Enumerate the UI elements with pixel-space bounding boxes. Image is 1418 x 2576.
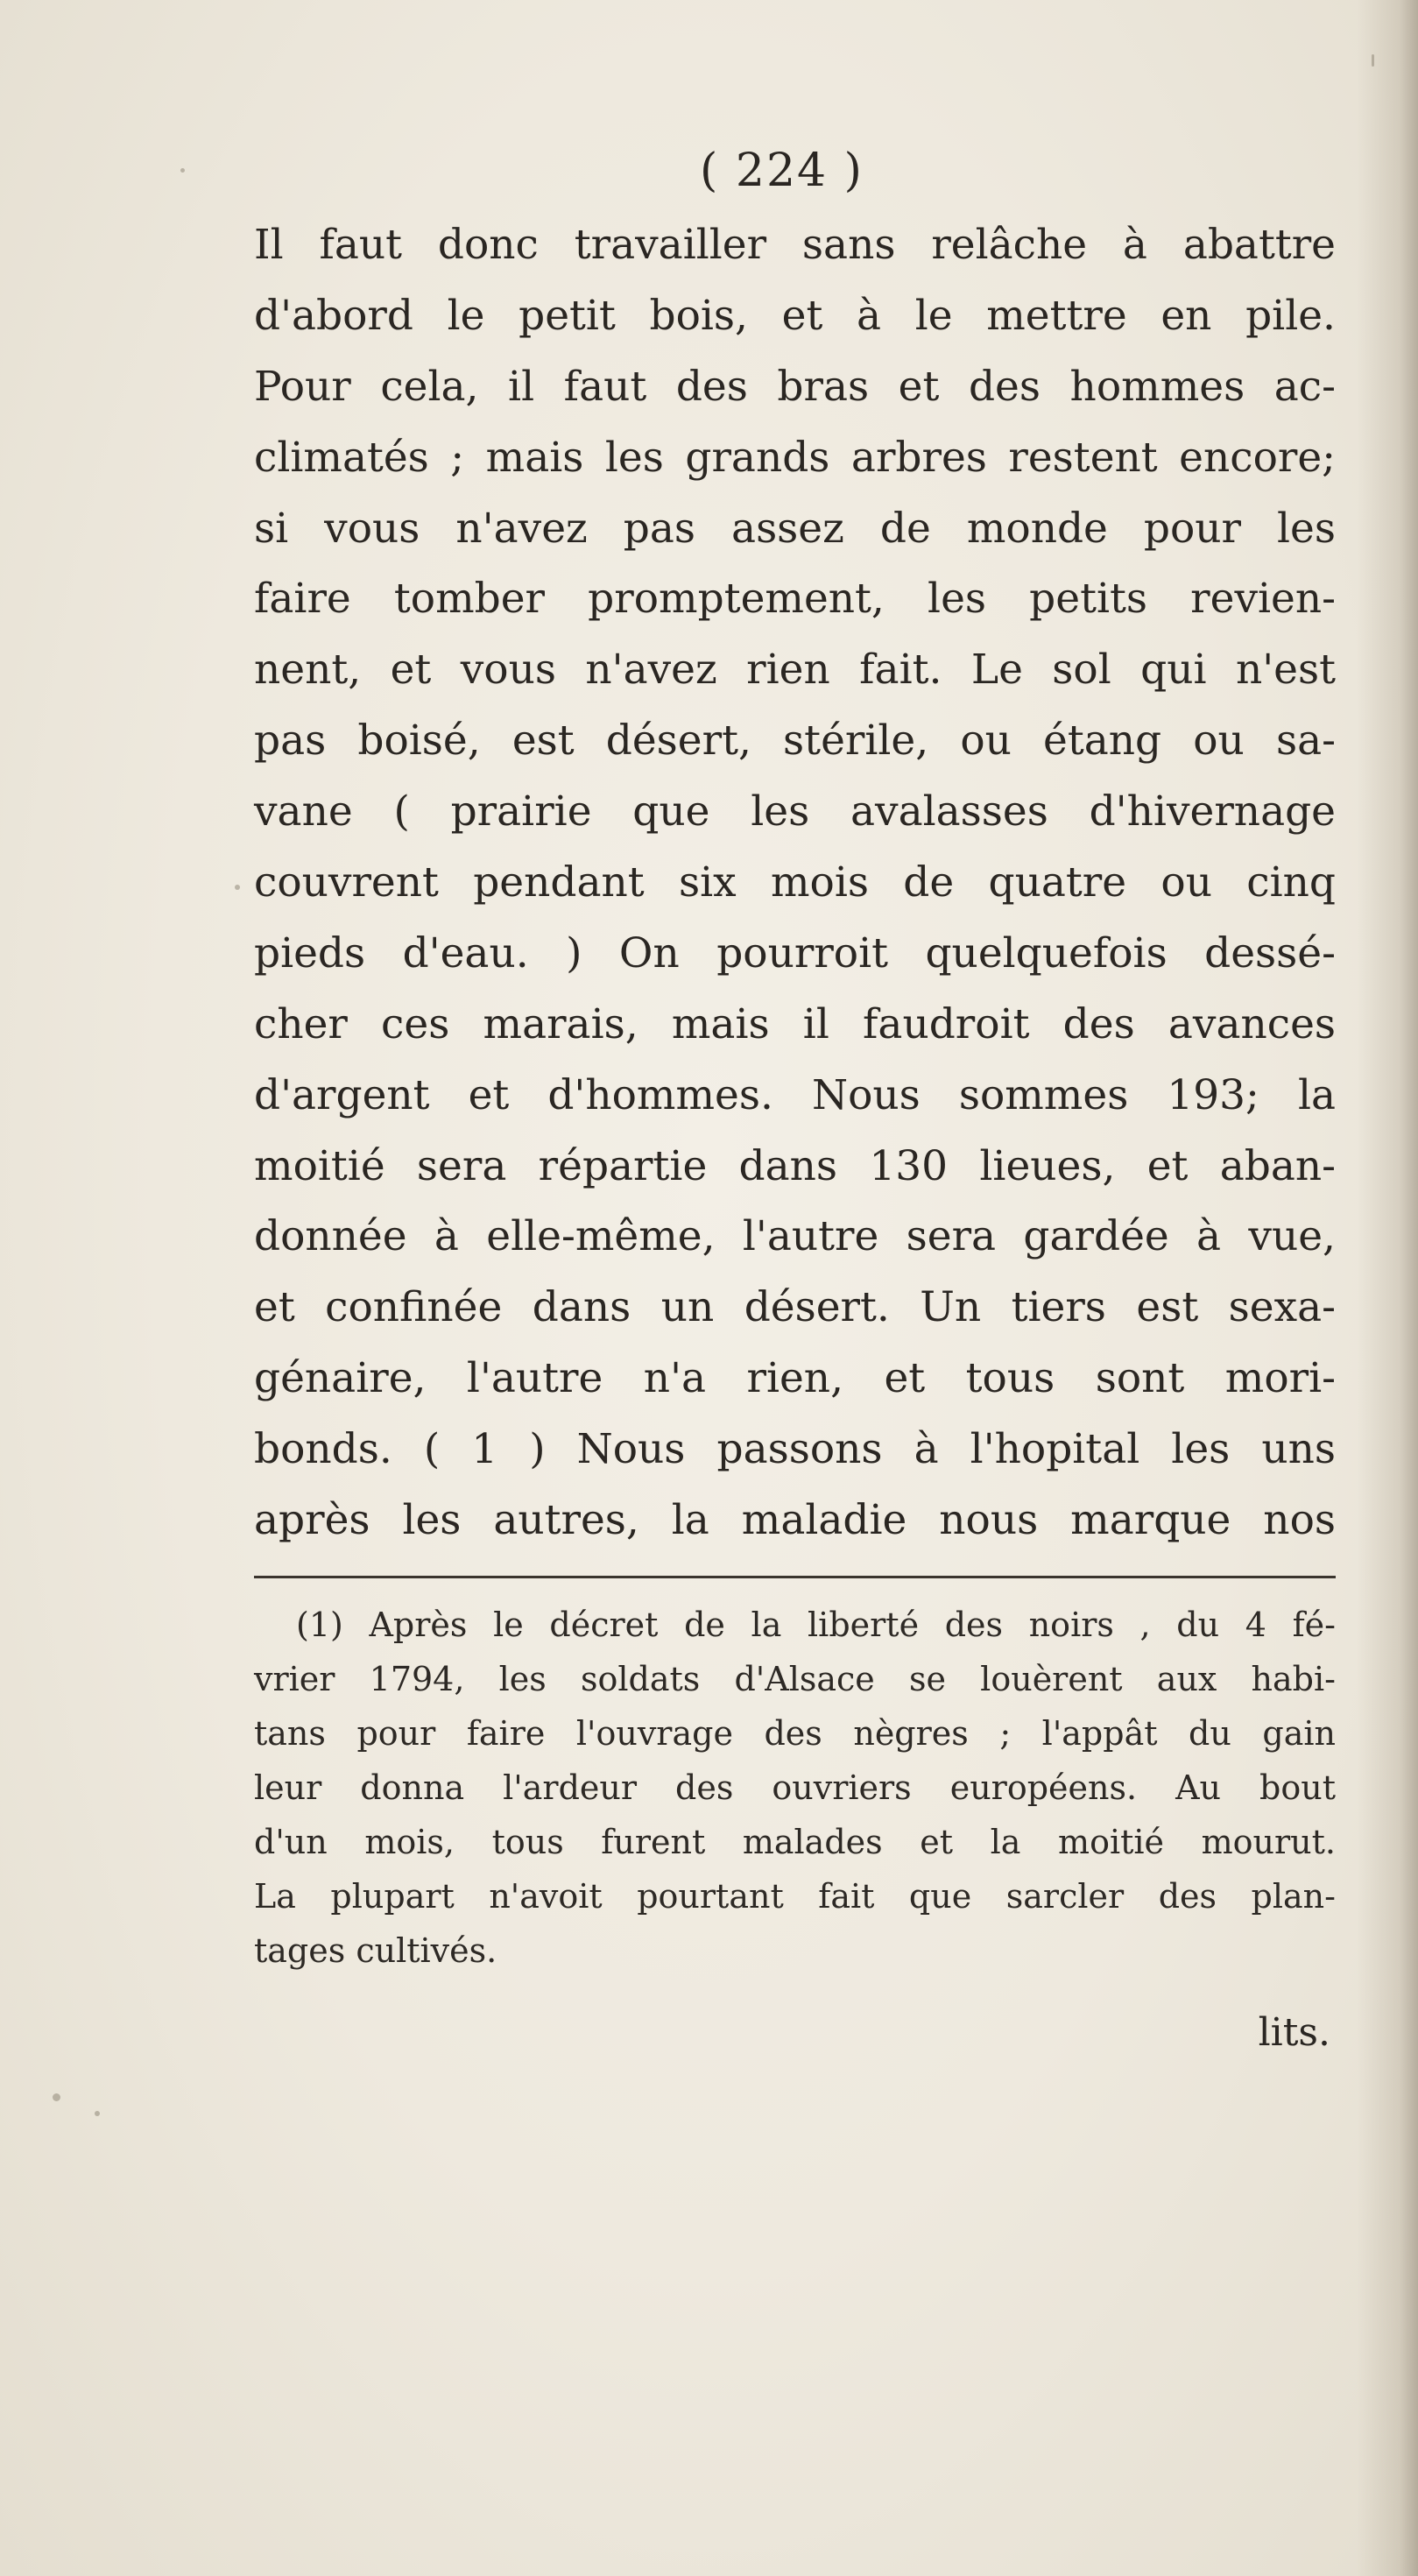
body-line: si vous n'avez pas assez de monde pour les [254, 504, 1336, 553]
paper-fleck [235, 885, 240, 890]
footnote-line: tans pour faire l'ouvrage des nègres ; l'appât du gain [254, 1713, 1336, 1753]
footnote [254, 1598, 1336, 1978]
paper-fleck [53, 2093, 60, 2101]
body-line: pas boisé, est désert, stérile, ou étang ou sa- [254, 716, 1336, 766]
footnote-divider [254, 1576, 1336, 1578]
footnote-line: leur donna l'ardeur des ouvriers européens. Au bout [254, 1768, 1336, 1807]
body-line: couvrent pendant six mois de quatre ou cinq [254, 858, 1336, 907]
body-text [254, 210, 1336, 1556]
body-line: et confinée dans un désert. Un tiers est sexa- [254, 1283, 1336, 1332]
body-line: Il faut donc travailler sans relâche à abattre [254, 221, 1336, 269]
body-line: moitié sera répartie dans 130 lieues, et aban- [254, 1141, 1336, 1190]
body-line: donnée à elle-même, l'autre sera gardée à vue, [254, 1212, 1336, 1261]
paper-fleck [180, 168, 185, 173]
body-line: cher ces marais, mais il faudroit des avances [254, 999, 1336, 1048]
body-line: d'argent et d'hommes. Nous sommes 193; la [254, 1070, 1336, 1119]
body-line: vane ( prairie que les avalasses d'hivernage [254, 787, 1336, 836]
page-number: ( 224 ) [700, 145, 864, 197]
catchword: lits. [1258, 2009, 1330, 2055]
footnote-line: tages cultivés. [254, 1930, 497, 1970]
body-line: après les autres, la maladie nous marque nos [254, 1496, 1336, 1545]
footnote-line: d'un mois, tous furent malades et la moitié mourut. [254, 1822, 1336, 1861]
footnote-line: (1) Après le décret de la liberté des noirs , du 4 fé- [296, 1605, 1336, 1644]
paper-fleck [95, 2111, 100, 2116]
body-line: génaire, l'autre n'a rien, et tous sont mori- [254, 1354, 1336, 1403]
body-line: bonds. ( 1 ) Nous passons à l'hopital les uns [254, 1425, 1336, 1474]
body-line: Pour cela, il faut des bras et des hommes ac- [254, 362, 1336, 411]
page-edge-shadow [1357, 0, 1418, 2576]
paper-fleck [1372, 54, 1374, 67]
body-line: nent, et vous n'avez rien fait. Le sol qui n'est [254, 646, 1336, 695]
body-line: faire tomber promptement, les petits revien- [254, 575, 1336, 624]
body-line: pieds d'eau. ) On pourroit quelquefois dessé- [254, 928, 1336, 977]
footnote-line: vrier 1794, les soldats d'Alsace se louèrent aux habi- [254, 1659, 1336, 1698]
body-line: d'abord le petit bois, et à le mettre en pile. [254, 291, 1336, 340]
footnote-line: La plupart n'avoit pourtant fait que sarcler des plan- [254, 1876, 1336, 1916]
body-line: climatés ; mais les grands arbres restent encore; [254, 433, 1336, 482]
text-block [254, 131, 1336, 2064]
